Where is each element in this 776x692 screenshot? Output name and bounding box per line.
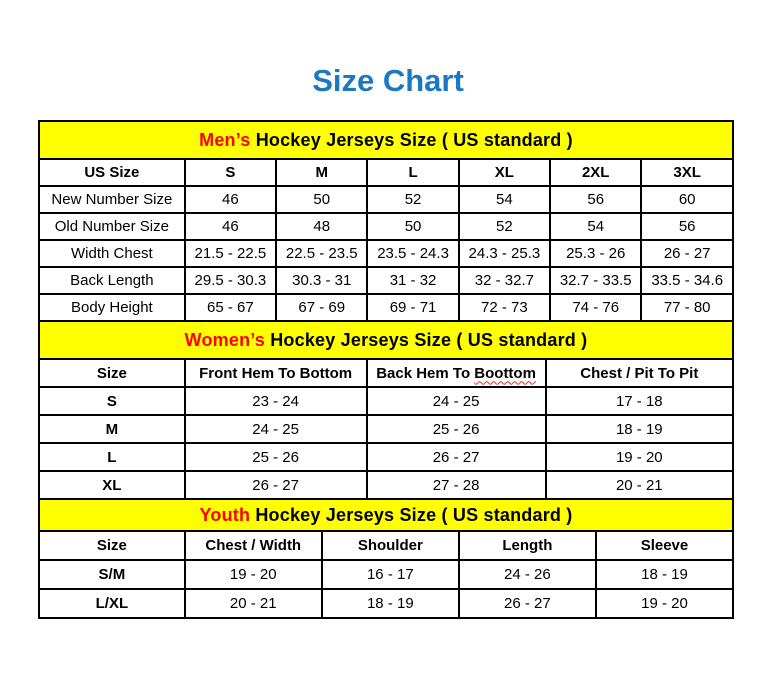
cell: 18 - 19 bbox=[596, 560, 733, 589]
cell: 26 - 27 bbox=[185, 471, 367, 499]
column-header: Size bbox=[39, 531, 185, 560]
column-header: Shoulder bbox=[322, 531, 459, 560]
row-label: S/M bbox=[39, 560, 185, 589]
cell: 22.5 - 23.5 bbox=[276, 240, 367, 267]
cell: 19 - 20 bbox=[185, 560, 322, 589]
cell: 33.5 - 34.6 bbox=[641, 267, 733, 294]
cell: 29.5 - 30.3 bbox=[185, 267, 276, 294]
cell: 25 - 26 bbox=[367, 415, 546, 443]
cell: 31 - 32 bbox=[367, 267, 458, 294]
row-label: L/XL bbox=[39, 589, 185, 618]
column-header: XL bbox=[459, 159, 550, 186]
cell: 50 bbox=[276, 186, 367, 213]
table-row bbox=[39, 471, 733, 499]
table-row bbox=[39, 267, 733, 294]
column-header: S bbox=[185, 159, 276, 186]
column-header bbox=[367, 359, 546, 387]
row-label: S bbox=[39, 387, 185, 415]
row-label: L bbox=[39, 443, 185, 471]
womens-band-row bbox=[39, 321, 733, 359]
cell: 77 - 80 bbox=[641, 294, 733, 321]
cell: 56 bbox=[550, 186, 641, 213]
table-row bbox=[39, 415, 733, 443]
cell: 60 bbox=[641, 186, 733, 213]
cell: 18 - 19 bbox=[546, 415, 733, 443]
cell: 69 - 71 bbox=[367, 294, 458, 321]
cell: 54 bbox=[550, 213, 641, 240]
womens-highlight-word: Women’s bbox=[184, 329, 266, 350]
column-header: US Size bbox=[39, 159, 185, 186]
youth-header-row bbox=[39, 531, 733, 560]
column-header: M bbox=[276, 159, 367, 186]
womens-table-title bbox=[39, 321, 733, 359]
column-header: L bbox=[367, 159, 458, 186]
column-header: Front Hem To Bottom bbox=[185, 359, 367, 387]
cell: 24 - 26 bbox=[459, 560, 596, 589]
cell: 67 - 69 bbox=[276, 294, 367, 321]
column-header: Length bbox=[459, 531, 596, 560]
cell: 25 - 26 bbox=[185, 443, 367, 471]
cell: 24 - 25 bbox=[185, 415, 367, 443]
cell: 21.5 - 22.5 bbox=[185, 240, 276, 267]
cell: 74 - 76 bbox=[550, 294, 641, 321]
column-header: 2XL bbox=[550, 159, 641, 186]
cell: 26 - 27 bbox=[459, 589, 596, 618]
table-row bbox=[39, 560, 733, 589]
youth-size-table bbox=[38, 498, 734, 619]
mens-table-title bbox=[39, 121, 733, 159]
cell: 19 - 20 bbox=[546, 443, 733, 471]
column-header: Size bbox=[39, 359, 185, 387]
table-row bbox=[39, 240, 733, 267]
mens-highlight-word: Men’s bbox=[199, 129, 251, 150]
cell: 23 - 24 bbox=[185, 387, 367, 415]
cell: 17 - 18 bbox=[546, 387, 733, 415]
row-label: Back Length bbox=[39, 267, 185, 294]
cell: 16 - 17 bbox=[322, 560, 459, 589]
table-row bbox=[39, 443, 733, 471]
youth-band-row bbox=[39, 499, 733, 531]
table-row bbox=[39, 294, 733, 321]
row-label: New Number Size bbox=[39, 186, 185, 213]
table-row bbox=[39, 589, 733, 618]
cell: 23.5 - 24.3 bbox=[367, 240, 458, 267]
table-row bbox=[39, 213, 733, 240]
womens-size-table bbox=[38, 320, 734, 500]
cell: 48 bbox=[276, 213, 367, 240]
cell: 65 - 67 bbox=[185, 294, 276, 321]
table-row bbox=[39, 186, 733, 213]
cell: 30.3 - 31 bbox=[276, 267, 367, 294]
mens-size-table bbox=[38, 120, 734, 322]
womens-title-rest: Hockey Jerseys Size ( US standard ) bbox=[265, 329, 588, 350]
cell: 24.3 - 25.3 bbox=[459, 240, 550, 267]
cell: 26 - 27 bbox=[367, 443, 546, 471]
cell: 56 bbox=[641, 213, 733, 240]
header-text: Back Hem To bbox=[376, 364, 475, 382]
row-label: Width Chest bbox=[39, 240, 185, 267]
misspelled-word: Boottom bbox=[474, 364, 536, 382]
row-label: XL bbox=[39, 471, 185, 499]
row-label: Body Height bbox=[39, 294, 185, 321]
cell: 19 - 20 bbox=[596, 589, 733, 618]
cell: 52 bbox=[367, 186, 458, 213]
cell: 32 - 32.7 bbox=[459, 267, 550, 294]
womens-header-row bbox=[39, 359, 733, 387]
cell: 72 - 73 bbox=[459, 294, 550, 321]
row-label: M bbox=[39, 415, 185, 443]
cell: 52 bbox=[459, 213, 550, 240]
mens-header-row bbox=[39, 159, 733, 186]
size-chart bbox=[38, 120, 734, 619]
row-label: Old Number Size bbox=[39, 213, 185, 240]
cell: 46 bbox=[185, 186, 276, 213]
column-header: Sleeve bbox=[596, 531, 733, 560]
column-header: 3XL bbox=[641, 159, 733, 186]
column-header: Chest / Width bbox=[185, 531, 322, 560]
youth-table-title bbox=[39, 499, 733, 531]
cell: 25.3 - 26 bbox=[550, 240, 641, 267]
youth-title-rest: Hockey Jerseys Size ( US standard ) bbox=[250, 504, 573, 525]
column-header: Chest / Pit To Pit bbox=[546, 359, 733, 387]
youth-highlight-word: Youth bbox=[199, 504, 251, 525]
cell: 46 bbox=[185, 213, 276, 240]
cell: 18 - 19 bbox=[322, 589, 459, 618]
cell: 27 - 28 bbox=[367, 471, 546, 499]
mens-band-row bbox=[39, 121, 733, 159]
cell: 54 bbox=[459, 186, 550, 213]
cell: 32.7 - 33.5 bbox=[550, 267, 641, 294]
cell: 26 - 27 bbox=[641, 240, 733, 267]
cell: 50 bbox=[367, 213, 458, 240]
cell: 24 - 25 bbox=[367, 387, 546, 415]
cell: 20 - 21 bbox=[185, 589, 322, 618]
page-title: Size Chart bbox=[312, 63, 464, 98]
mens-title-rest: Hockey Jerseys Size ( US standard ) bbox=[250, 129, 573, 150]
cell: 20 - 21 bbox=[546, 471, 733, 499]
table-row bbox=[39, 387, 733, 415]
